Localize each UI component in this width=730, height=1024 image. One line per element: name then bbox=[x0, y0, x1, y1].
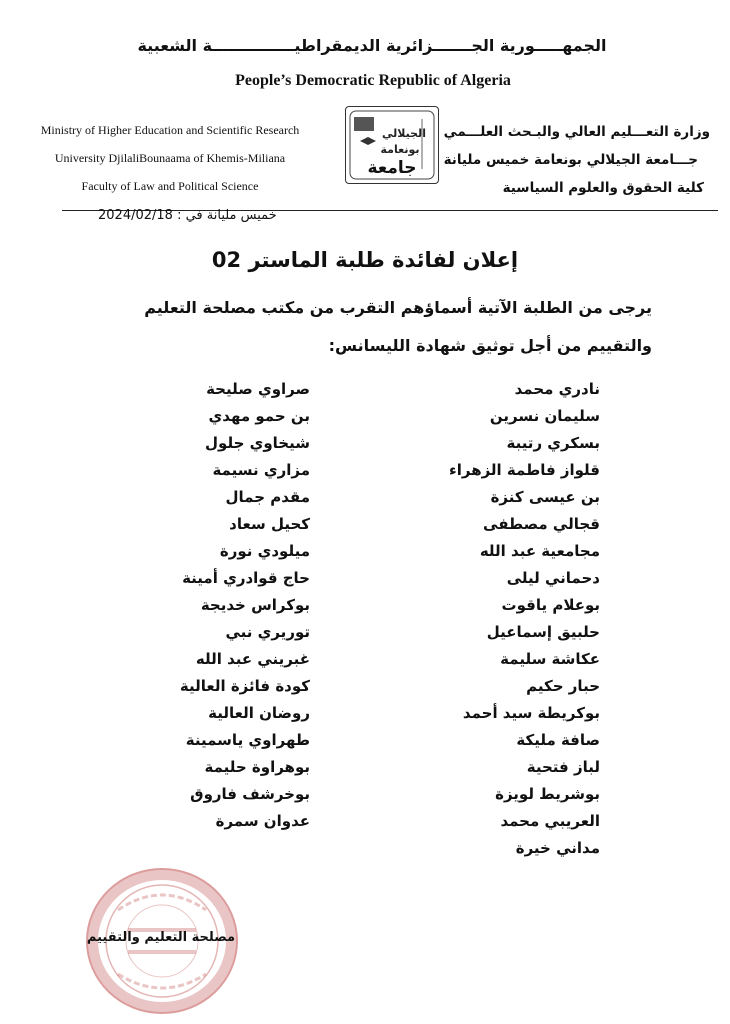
announcement-body-line1: يرجى من الطلبة الآتية أسماؤهم التقرب من مكتب مصلحة التعليم bbox=[144, 298, 652, 317]
list-item: لباز فتحية bbox=[526, 758, 600, 776]
signature-label: مصلحة التعليم والتقييم bbox=[86, 930, 236, 945]
university-logo bbox=[345, 106, 439, 184]
list-item: توريري نبي bbox=[225, 623, 310, 641]
list-item: عكاشة سليمة bbox=[500, 650, 600, 668]
logo-graphic-icon bbox=[346, 107, 438, 183]
names-list-left bbox=[180, 376, 310, 835]
list-item: صراوي صليحة bbox=[206, 380, 310, 398]
list-item: كحيل سعاد bbox=[229, 515, 310, 533]
list-item: طهراوي ياسمينة bbox=[185, 731, 310, 749]
republic-title-en: People’s Democratic Republic of Algeria bbox=[235, 72, 511, 89]
list-item: صافة مليكة bbox=[516, 731, 600, 749]
list-item: قلواز فاطمة الزهراء bbox=[449, 461, 600, 479]
list-item: ميلودي نورة bbox=[219, 542, 310, 560]
date-line: خميس مليانة في : 2024/02/18 bbox=[98, 208, 277, 223]
list-item: بن عيسى كنزة bbox=[490, 488, 600, 506]
svg-text:بونعامة: بونعامة bbox=[380, 143, 420, 156]
list-item: بسكري رتيبة bbox=[506, 434, 600, 452]
list-item: عدوان سمرة bbox=[215, 812, 310, 830]
university-ar: جـــامعة الجيلالي بونعامة خميس مليانة bbox=[443, 152, 698, 168]
list-item: روضان العالية bbox=[208, 704, 310, 722]
list-item: غبريني عبد الله bbox=[195, 650, 310, 668]
list-item: مداني خيرة bbox=[515, 839, 600, 857]
list-item: شيخاوي جلول bbox=[205, 434, 310, 452]
list-item: بوشريط لويزة bbox=[495, 785, 600, 803]
list-item: العريبي محمد bbox=[500, 812, 600, 830]
university-en: University DjilaliBounaama of Khemis-Miliana bbox=[54, 151, 286, 165]
list-item: مزاري نسيمة bbox=[212, 461, 310, 479]
institution-block-ar bbox=[443, 118, 710, 202]
list-item: بوعلام ياقوت bbox=[501, 596, 600, 614]
list-item: بوهراوة حليمة bbox=[204, 758, 310, 776]
svg-text:الجيلالي: الجيلالي bbox=[382, 127, 426, 140]
faculty-en: Faculty of Law and Political Science bbox=[81, 179, 259, 193]
list-item: حاج قوادري أمينة bbox=[182, 569, 310, 587]
faculty-ar: كلية الحقوق والعلوم السياسية bbox=[502, 180, 704, 196]
institution-block-en bbox=[20, 116, 320, 200]
ministry-ar: وزارة التعـــليم العالي والبـحث العلـــمي bbox=[443, 124, 710, 140]
list-item: كودة فائزة العالية bbox=[179, 677, 310, 695]
svg-text:جامعة: جامعة bbox=[367, 158, 417, 178]
list-item: دحماني ليلى bbox=[506, 569, 600, 587]
republic-title-ar: الجمهـــــورية الجـــــــزائرية الديمقراطيـــــــــــــــة الشعبية bbox=[137, 36, 607, 55]
list-item: بن حمو مهدي bbox=[208, 407, 310, 425]
list-item: حلبيق إسماعيل bbox=[486, 623, 600, 641]
list-item: بوخرشف فاروق bbox=[190, 785, 310, 803]
announcement-body-line2: والتقييم من أجل توثيق شهادة الليسانس: bbox=[328, 336, 652, 355]
list-item: حبار حكيم bbox=[526, 677, 600, 695]
list-item: بوكراس خديجة bbox=[200, 596, 310, 614]
list-item: بوكريطة سيد أحمد bbox=[462, 704, 600, 722]
list-item: سليمان نسرين bbox=[489, 407, 600, 425]
list-item: نادري محمد bbox=[514, 380, 600, 398]
names-list-right bbox=[430, 376, 600, 862]
ministry-en: Ministry of Higher Education and Scientific Research bbox=[40, 123, 300, 137]
list-item: مقدم جمال bbox=[225, 488, 310, 506]
list-item: قجالي مصطفى bbox=[483, 515, 600, 533]
announcement-title: إعلان لفائدة طلبة الماستر 02 bbox=[211, 248, 519, 272]
list-item: مجامعية عبد الله bbox=[479, 542, 600, 560]
